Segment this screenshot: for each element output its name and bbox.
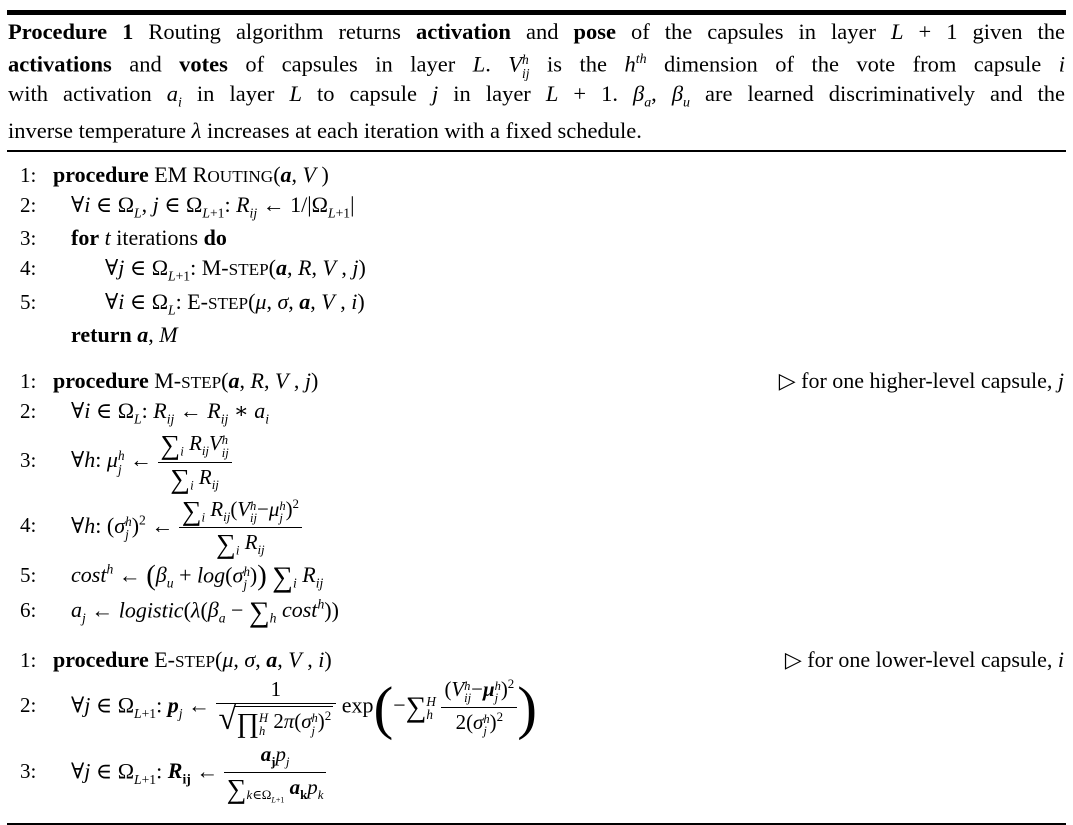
caption-rule	[7, 150, 1066, 152]
line-math: ∀j ∈ $\Omega_{L+1}$: M-STEP(a, R, V , j)	[105, 255, 366, 284]
line-comment: ▷ for one higher-level capsule, j	[778, 367, 1064, 393]
algorithm	[7, 160, 1066, 807]
line-math: for t iterations do	[71, 225, 227, 251]
line-comment: ▷ for one lower-level capsule, i	[784, 647, 1064, 672]
line-math: cost$^h$ ← ($\beta_u + \log(\sigma$ h j )) $\sum_i$ $R_{ij}$	[71, 560, 324, 594]
line-math: procedure M-STEP(a, R, V , j)	[53, 367, 319, 393]
m-step-block	[7, 366, 1066, 629]
line-number: 4:	[20, 256, 37, 281]
algo-line	[7, 495, 1066, 560]
line-math: return a, M	[71, 321, 178, 347]
algo-line	[7, 595, 1066, 629]
line-number: 2:	[20, 192, 37, 217]
line-math: ∀j ∈ $\Omega_{L+1}$: $p_j$ ← 1 √ ∏ H h 2π(σ h j )$^2$ exp(−∑ H h (V h ij −μ h j )$^2$ 2(σ h j )$^2$ )	[71, 674, 538, 741]
line-number: 3:	[20, 448, 37, 473]
line-number: 5:	[20, 289, 37, 314]
algo-line	[7, 675, 1066, 740]
line-number: 1:	[20, 648, 37, 672]
caption-line: activations and votes of capsules in layer L. V h ij is the $h^{th}$ dimension of the vote from capsule i	[8, 51, 1066, 81]
algo-line	[7, 190, 1066, 223]
line-math: procedure E-STEP(μ, σ, a, V , i)	[53, 647, 332, 672]
line-number: 6:	[20, 597, 37, 622]
line-number: 5:	[20, 563, 37, 588]
caption-line: Procedure 1 Routing algorithm returns activation and pose of the capsules in layer L + 1 given the	[8, 19, 1066, 44]
algo-line	[7, 740, 1066, 807]
algo-line	[7, 223, 1066, 253]
e-step-block	[7, 645, 1066, 807]
procedure-caption	[8, 18, 1065, 145]
line-math: procedure EM ROUTING(a, V )	[53, 161, 329, 187]
line-number: 1:	[20, 368, 37, 393]
line-math: $a_j$ ← $logistic(\lambda(\beta_a - \sum_h$ cost$^h$))	[71, 595, 339, 628]
algo-line	[7, 366, 1066, 396]
caption-line: inverse temperature λ increases at each iteration with a fixed schedule.	[8, 118, 642, 144]
line-number: 3:	[20, 759, 37, 784]
line-math: ∀i ∈ $\Omega_L$: $R_{ij}$ ← $R_{ij}$ ∗ $a_i$	[71, 397, 270, 427]
line-math: ∀h: μ h j ← $\sum_i$ $R_{ij}V$ h ij $\sum_i$ $R_{ij}$	[53, 431, 232, 492]
line-number: 2:	[20, 693, 37, 718]
line-number: 1:	[20, 162, 37, 187]
algo-line	[7, 645, 1066, 675]
line-number: 2:	[20, 398, 37, 423]
line-math: ∀i ∈ $\Omega_L$, j ∈ $\Omega_{L+1}$: $R_{ij}$ ← $1/|\Omega_{L+1}|$	[71, 191, 355, 221]
algo-line	[7, 160, 1066, 190]
line-math: ∀i ∈ $\Omega_L$: E-STEP(μ, σ, a, V , i)	[105, 288, 365, 317]
algo-line	[7, 396, 1066, 429]
algo-line	[7, 287, 1066, 320]
algo-line	[7, 429, 1066, 494]
algo-line	[7, 560, 1066, 594]
algo-line	[7, 320, 1066, 350]
caption-line: with activation $a_i$ in layer L to capsule j in layer L + 1. $\beta_a$, $\beta_u$ are learned discriminatively and the	[8, 81, 1066, 111]
line-number: 3:	[20, 226, 37, 251]
line-number: 4:	[20, 513, 37, 538]
line-math: ∀j ∈ $\Omega_{L+1}$: $R_{ij}$ ← $a_jp_j$ $\sum_{k\in\Omega_{L+1}}$ $a_kp_k$	[53, 742, 326, 805]
top-rule	[7, 10, 1066, 15]
line-math: ∀h: (σ h j )$^2$ ← $\sum_i$ $R_{ij}(V$ h ij −μ h j )$^2$ $\sum_i$ $R_{ij}$	[53, 497, 302, 558]
algo-line	[7, 253, 1066, 286]
em-routing-block	[7, 160, 1066, 350]
